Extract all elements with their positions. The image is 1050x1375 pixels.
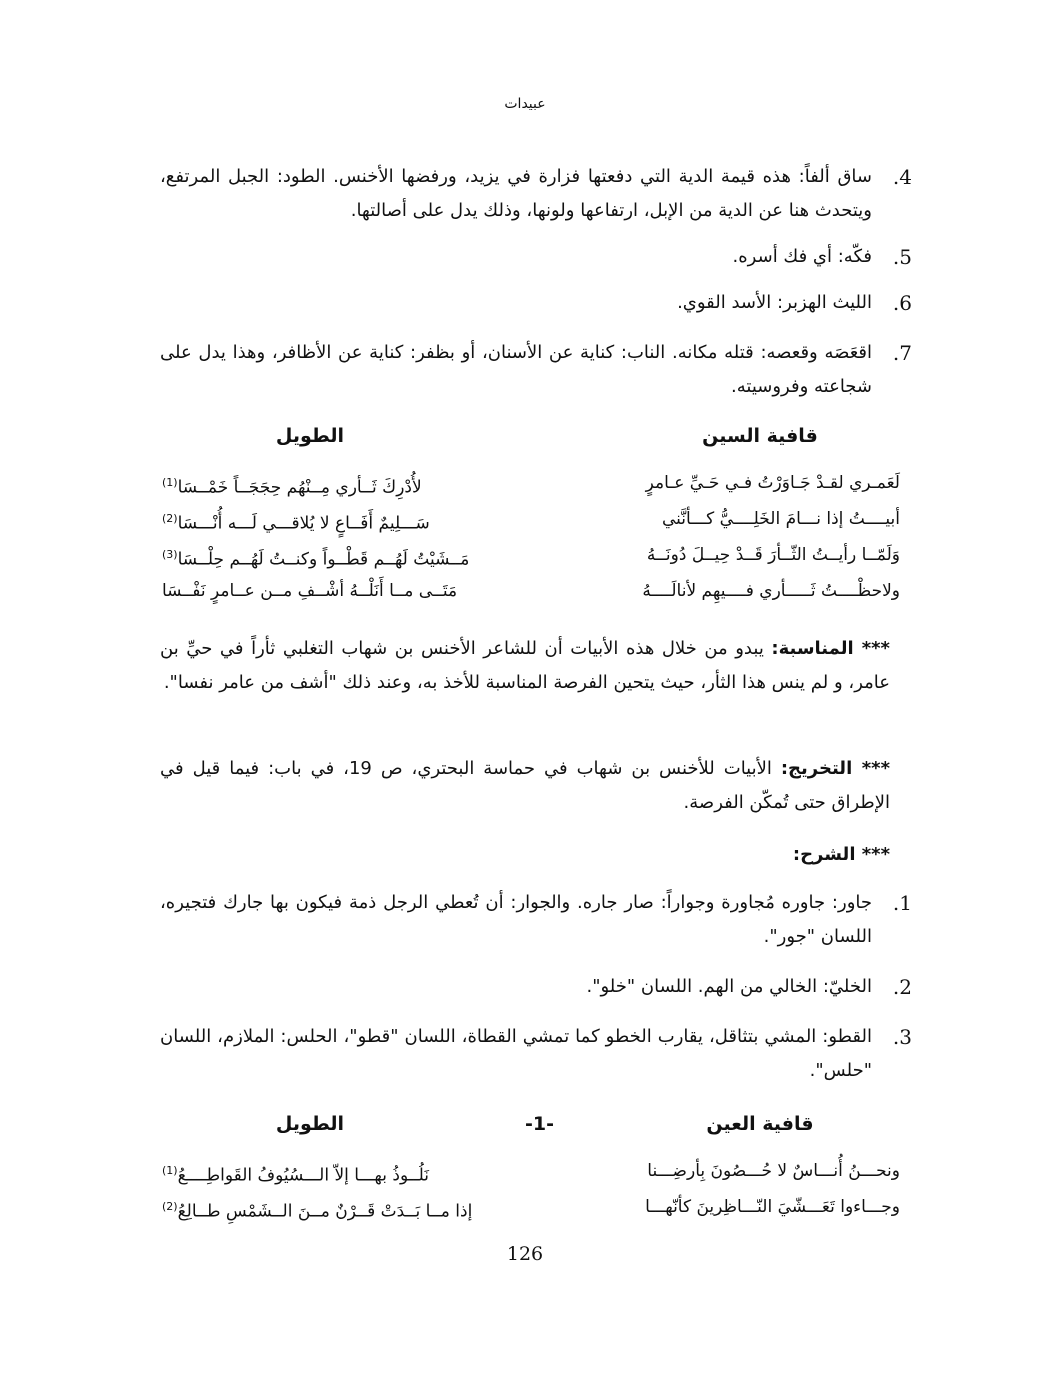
sourcing-label: *** التخريج: xyxy=(780,758,890,779)
section-marker: -1- xyxy=(525,1113,554,1135)
note-item-4 xyxy=(160,160,912,228)
note-number: 3. xyxy=(892,1025,912,1049)
note-item-7 xyxy=(160,336,912,404)
note-item-3 xyxy=(160,1020,912,1088)
verse-second-hemistich: مَــشَيْتُ لَهُــم قَطْــواً وكنــتُ لَهُــم حِلْــسَا$^{(3)}$ xyxy=(162,548,470,570)
note-number: 6. xyxy=(892,291,912,315)
footnote-marker: (2) xyxy=(162,1200,178,1213)
poem-meter-heading: الطويل xyxy=(275,1113,345,1135)
note-number: 5. xyxy=(892,245,912,269)
poem-meter-heading: الطويل xyxy=(275,425,345,447)
verse-first-hemistich: ونحـــنُ أُنـــاسٌ لا حُـــصُونَ بِأرضِـــنا xyxy=(647,1161,900,1181)
footnote-marker: (2) xyxy=(162,512,178,525)
verse-first-hemistich: ولاحظْــــتُ ثَـــــأري فــــيهِم لأنالَــــهُ xyxy=(642,581,900,601)
verse-first-hemistich: وجـــاءوا تَعَـــشّيَ النّـــاظِرينَ كأنّهـــا xyxy=(645,1197,900,1217)
occasion-label: *** المناسبة: xyxy=(771,638,890,659)
verse-second-hemistich: سَـــلِيمٌ أَفَــاعٍ لا يُلاقـــي لَـــه أُنْـــسَا$^{(2)}$ xyxy=(162,512,430,534)
running-head: عبيدات xyxy=(504,96,546,112)
note-text: ساق ألفاً: هذه قيمة الدية التي دفعتها فزارة في يزيد، ورفضها الأخنس. الطود: الجبل المرتفع، ويتحدث هنا عن الدية من الإبل، ارتفاعها ولونها، وذلك يدل على أصالتها. xyxy=(160,166,872,221)
verse-second-hemistich: لأُدْرِكَ ثَــأري مِــنْهُم حِجَجَــاً خَمْــسَا$^{(1)}$ xyxy=(162,476,422,498)
note-text: القطو: المشي بتثاقل، يقارب الخطو كما تمشي القطاة، اللسان "قطو"، الحلس: الملازم، اللسان "حلس". xyxy=(160,1026,872,1081)
sourcing-text: الأبيات للأخنس بن شهاب في حماسة البحتري، ص 19، في باب: فيما قيل في الإطراق حتى تُمكّن الفرصة. xyxy=(160,758,890,813)
note-text: الخليّ: الخالي من الهم. اللسان "خلو". xyxy=(586,976,872,997)
note-item-2 xyxy=(160,970,912,1004)
verse-second-hemistich: إذا مــا بَــدَتْ قَــرْنٌ مــنَ الــشَمْسِ طــالِعُ$^{(2)}$ xyxy=(162,1200,473,1222)
note-number: 1. xyxy=(892,891,912,915)
footnote-marker: (1) xyxy=(162,1164,178,1177)
explanation-heading: *** الشرح: xyxy=(792,844,890,865)
occasion-text: يبدو من خلال هذه الأبيات أن للشاعر الأخنس بن شهاب التغلبي ثأراً في حيِّ بن عامر، و لم ينس هذا الثأر، حيث يتحين الفرصة المناسبة للأخذ به، وعند ذلك "أشف من عامر نفسا". xyxy=(160,638,890,693)
note-number: 2. xyxy=(892,975,912,999)
note-number: 4. xyxy=(892,165,912,189)
verse-first-hemistich: لَعَمـري لقـدْ جَـاوَرْتُ فـي حَـيِّ عـامرٍ xyxy=(645,473,900,493)
verse-first-hemistich: أبيــــتُ إذا نـــامَ الخَلِــــيُّ كـــأنَّني xyxy=(661,509,900,529)
note-number: 7. xyxy=(892,341,912,365)
note-text: جاور: جاوره مُجاورة وجواراً: صار جاره. والجوار: أن تُعطي الرجل ذمة فيكون بها جارك فتجيره، اللسان "جور". xyxy=(160,892,872,947)
poem-rhyme-heading: قافية العين xyxy=(706,1113,814,1135)
note-text: الليث الهزبر: الأسد القوي. xyxy=(677,292,872,313)
note-item-6 xyxy=(160,286,912,320)
verse-first-hemistich: وَلَمّــا رأيــتُ الثّــأرَ قَــدْ حِيــلَ دُونَــهُ xyxy=(646,545,900,565)
page-number: 126 xyxy=(506,1243,544,1265)
verse-second-hemistich: مَتَــى مــا أَنَلْــهُ أشْــفِ مــن عــامرٍ نَفْــسَا xyxy=(162,581,458,601)
note-item-1 xyxy=(160,886,912,954)
note-item-5 xyxy=(160,240,912,274)
poem-rhyme-heading: قافية السين xyxy=(702,425,818,447)
footnote-marker: (1) xyxy=(162,476,178,489)
sourcing-paragraph xyxy=(160,752,890,820)
footnote-marker: (3) xyxy=(162,548,178,561)
note-text: اقعَصَه وقعصه: قتله مكانه. الناب: كناية عن الأسنان، أو بظفر: كناية عن الأظافر، وهذا يدل على شجاعته وفروسيته. xyxy=(160,342,872,397)
verse-second-hemistich: نَلُــوذُ بهـــا إلاّ الـــسُيُوفُ القَواطِــــعُ$^{(1)}$ xyxy=(162,1164,430,1186)
occasion-paragraph xyxy=(160,632,890,700)
note-text: فكّه: أي فك أسره. xyxy=(732,246,872,267)
